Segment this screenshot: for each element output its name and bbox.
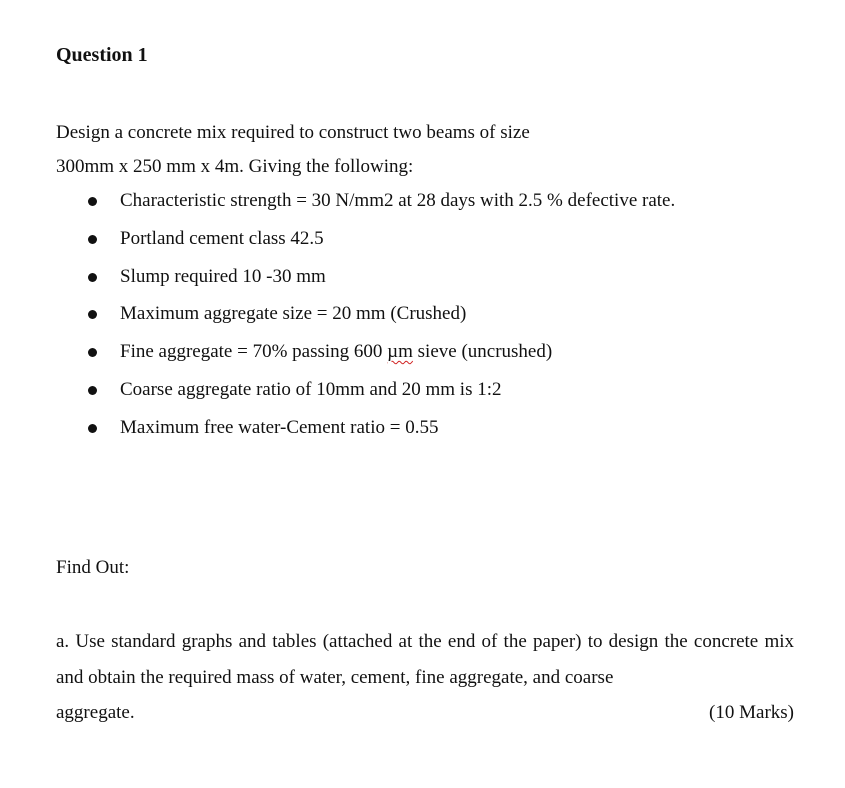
list-item-text: Coarse aggregate ratio of 10mm and 20 mm is 1:2 bbox=[120, 378, 502, 400]
part-a-last-word: aggregate. bbox=[56, 702, 135, 723]
list-item-text-post: sieve (uncrushed) bbox=[412, 341, 553, 363]
bullet-icon bbox=[88, 310, 97, 319]
list-item-text: Slump required 10 -30 mm bbox=[120, 265, 326, 287]
part-a-marks: (10 Marks) bbox=[709, 702, 794, 723]
intro-line-1: Design a concrete mix required to construct two beams of size bbox=[56, 122, 530, 143]
part-a bbox=[56, 624, 794, 731]
list-item-text bbox=[120, 337, 552, 367]
list-item-text: Maximum free water-Cement ratio = 0.55 bbox=[120, 416, 439, 438]
list-item-text: Portland cement class 42.5 bbox=[120, 227, 324, 249]
spellcheck-word[interactable]: µm bbox=[387, 341, 413, 363]
bullet-icon bbox=[88, 273, 97, 282]
bullet-icon bbox=[88, 235, 97, 244]
bullet-icon bbox=[88, 386, 97, 395]
bullet-icon bbox=[88, 424, 97, 433]
list-item-text: Characteristic strength = 30 N/mm2 at 28 days with 2.5 % defective rate. bbox=[120, 190, 676, 211]
part-a-text: a. Use standard graphs and tables (attached at the end of the paper) to design the concrete mix and obtain the required mass of water, cement, fine aggregate, and coarse bbox=[56, 631, 794, 688]
question-intro bbox=[56, 116, 530, 184]
list-item-text-pre: Fine aggregate = 70% passing 600 bbox=[120, 341, 388, 363]
find-out-heading: Find Out: bbox=[56, 557, 130, 578]
part-a-last-line bbox=[56, 695, 794, 731]
question-title: Question 1 bbox=[56, 44, 148, 66]
list-item-text: Maximum aggregate size = 20 mm (Crushed) bbox=[120, 303, 467, 325]
bullet-icon bbox=[88, 348, 97, 357]
bullet-icon bbox=[88, 197, 97, 206]
intro-line-2: 300mm x 250 mm x 4m. Giving the following: bbox=[56, 156, 414, 177]
